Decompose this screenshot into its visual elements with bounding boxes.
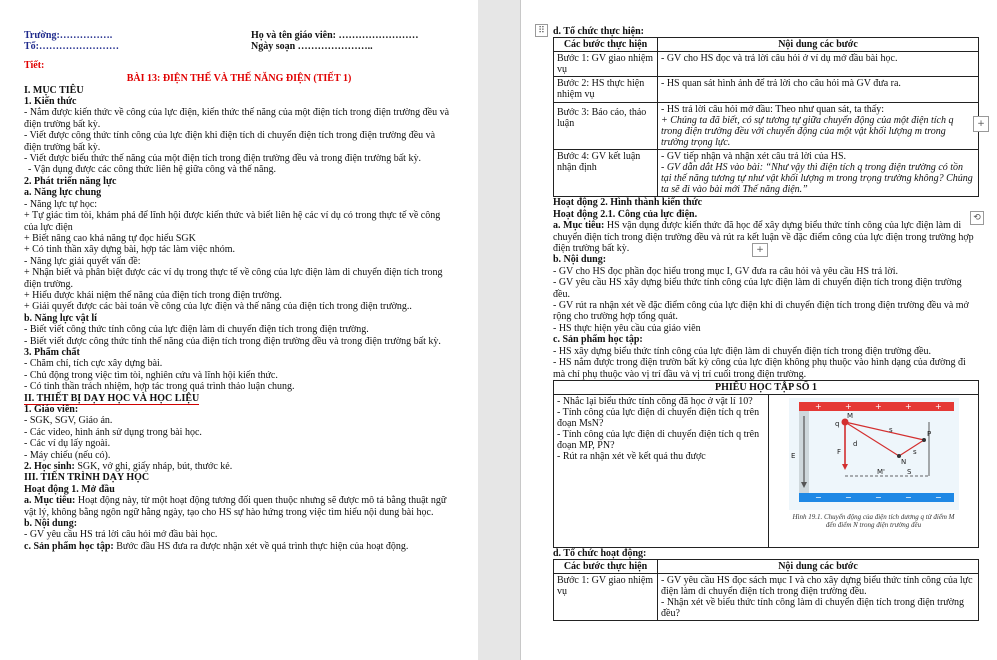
worksheet-title-row	[554, 380, 979, 394]
paragraph	[24, 541, 454, 552]
activity-heading: Hoạt động 2. Hình thành kiến thức	[553, 197, 703, 209]
content-cell	[658, 52, 979, 77]
paragraph: - Năng lực giải quyết vấn đề:	[24, 255, 141, 267]
paragraph: - GV yêu cầu HS trả lời câu hỏi mở đầu bài học.	[24, 529, 218, 541]
minus-sign: −	[874, 492, 882, 502]
table-header-cell: Nội dung các bước	[658, 560, 979, 574]
paragraph: - Biết viết công thức tính công của lực điện làm di chuyển điện tích trong điện trường.	[24, 324, 369, 336]
paragraph	[24, 495, 454, 518]
content-line: + Chúng ta đã biết, có sự tương tự giữa chuyển động của một điện tích q trong điện trường đều với chuyển động của một vật khối lượng m trong trường trọng lực.	[661, 115, 954, 149]
worksheet-figure-cell	[769, 394, 979, 547]
subsection-heading: 1. Kiến thức	[24, 96, 77, 108]
plus-sign: +	[844, 401, 852, 411]
steps-table-1	[553, 37, 979, 197]
electric-field-figure	[789, 398, 959, 546]
paragraph: + Biết nâng cao khả năng tự đọc hiểu SGK	[24, 232, 196, 244]
label-d: d	[852, 439, 857, 448]
label: a. Mục tiêu:	[553, 220, 605, 232]
paragraph: - Năng lực tự học:	[24, 198, 98, 210]
subsection-heading: a. Năng lực chung	[24, 187, 102, 199]
table-header-row	[554, 38, 979, 52]
step-cell: Bước 1: GV giao nhiệm vụ	[554, 574, 658, 621]
section-heading: III. TIẾN TRÌNH DẠY HỌC	[24, 472, 150, 484]
teacher-field: Họ và tên giáo viên: ……………………	[251, 30, 419, 41]
paragraph: - HS thực hiện yêu cầu của giáo viên	[553, 322, 701, 334]
label-f: F	[836, 447, 841, 456]
paragraph: - GV yêu cầu HS xây dựng biểu thức tính công của lực điện làm di chuyển điện tích trong điện trường đều.	[553, 277, 962, 300]
label-q: q	[834, 419, 839, 428]
table-header-cell: Các bước thực hiện	[554, 38, 658, 52]
subsection-heading: 1. Giáo viên:	[24, 404, 79, 415]
label: c. Sản phẩm học tập:	[24, 540, 114, 552]
worksheet-question: - Tính công của lực điện di chuyển điện tích q trên đoạn MP, PN?	[557, 428, 760, 451]
minus-sign: −	[844, 492, 852, 502]
label-p: P	[926, 429, 931, 438]
text: Bước đầu HS đưa ra được nhận xét về quá trình thực hiện của hoạt động.	[113, 540, 409, 552]
table-header-row	[554, 560, 979, 574]
page-gap	[478, 0, 520, 660]
minus-sign: −	[934, 492, 942, 502]
content-cell	[658, 150, 979, 197]
text: SGK, vở ghi, giấy nháp, bút, thước kẻ.	[74, 461, 233, 473]
label: a. Mục tiêu:	[24, 495, 76, 507]
content-line: - GV dẫn dắt HS vào bài: “Như vậy thì điện tích q trong điện trường có tồn tại thế năng tương tự như vật khối lượng m trong trọng trường không? Chúng ta sẽ đi vào bài mới Thế năng điện.”	[661, 162, 973, 196]
point-p	[922, 438, 926, 442]
step-cell: Bước 3: Báo cáo, thảo luận	[554, 103, 658, 150]
section-heading-text: II. THIẾT BỊ DẠY HỌC VÀ HỌC LIỆU	[24, 392, 200, 404]
paragraph: + Tự giác tìm tòi, khám phá để lĩnh hội được kiến thức và biết liên hệ các ví dụ có trong thực tế về công của lực điện	[24, 210, 441, 233]
label-m-prime: M'	[876, 467, 885, 476]
subsection-heading: c. Sản phẩm học tập:	[553, 334, 643, 346]
minus-sign: −	[814, 492, 822, 502]
section-heading: I. MỤC TIÊU	[24, 84, 84, 96]
worksheet-body-row	[554, 394, 979, 547]
group-field: Tổ:……………………	[24, 41, 119, 53]
paragraph: - Chăm chỉ, tích cực xây dựng bài.	[24, 358, 163, 370]
table-header-cell: Nội dung các bước	[658, 38, 979, 52]
content-line: - HS trả lời câu hỏi mở đầu: Theo như quan sát, ta thấy:	[661, 104, 884, 116]
worksheet-question: - Rút ra nhận xét về kết quả thu được	[557, 450, 706, 462]
paragraph: - Có tinh thần trách nhiệm, hợp tác trong quá trình thảo luận chung.	[24, 381, 295, 393]
text: HS vận dụng được kiến thức đã học để xây dựng biểu thức tính công của lực điện làm di chuyển điện tích trong điện trường đều và rút ra kết luận về đặc điểm công của lực điện trong trường hợp điện trường bất kỳ.	[553, 220, 974, 255]
table-resize-icon[interactable]: ⟲	[970, 211, 984, 225]
text: Hoạt động này, từ một hoạt động tương đối quen thuộc nhưng sẽ được mô tả bằng thuật ngữ vật lý, không bằng ngôn ngữ hằng ngày, tạo cho HS sự hào hứng trong việc tìm hiểu nội dung bài học.	[24, 495, 447, 518]
worksheet-title: PHIẾU HỌC TẬP SỐ 1	[554, 380, 979, 394]
paragraph: - HS nắm được trong điện trườn bất kỳ công của lực điện không phụ thuộc vào hình dạng của đường đi mà chỉ phụ thuộc vào vị trí đầu và vị trí cuối trong điện trường.	[553, 357, 966, 380]
subsection-heading: 2. Phát triển năng lực	[24, 175, 117, 187]
table-row	[554, 150, 979, 197]
plus-sign: +	[934, 401, 942, 411]
date-field: Ngày soạn …………………..	[251, 41, 373, 53]
paragraph: + Giải quyết được các bài toán về công của lực điện và thế năng của điện tích trong điện trường..	[24, 301, 412, 313]
content-line: - HS quan sát hình ảnh để trả lời cho câu hỏi mà GV đưa ra.	[661, 78, 901, 90]
content-cell	[658, 77, 979, 103]
subsection-heading: b. Năng lực vật lí	[24, 312, 97, 324]
tiet-label: Tiết:	[24, 59, 45, 71]
paragraph: - GV rút ra nhận xét về đặc điểm công của lực điện khi di chuyển điện tích trong điện trường đều và mở rộng cho trường hợp tổng quát.	[553, 300, 969, 323]
paragraph: + Nhận biết và phân biệt được các ví dụ trong thực tế về công của lực điện làm di chuyển điện tích trong điện trường.	[24, 267, 443, 290]
header-block	[24, 30, 454, 53]
content-cell	[658, 574, 979, 621]
content-cell	[658, 103, 979, 150]
activity-heading: Hoạt động 1. Mở đầu	[24, 483, 115, 495]
paragraph: - GV cho HS đọc phần đọc hiểu trong mục I, GV đưa ra câu hỏi và yêu cầu HS trả lời.	[553, 265, 898, 277]
label-s: S	[906, 467, 911, 476]
step-cell: Bước 1: GV giao nhiệm vụ	[554, 52, 658, 77]
table-row	[554, 574, 979, 621]
table-row	[554, 103, 979, 150]
label-m: M	[846, 411, 853, 420]
table-header-cell: Các bước thực hiện	[554, 560, 658, 574]
activity-subheading: Hoạt động 2.1. Công của lực điện.	[553, 208, 698, 220]
table-row	[554, 77, 979, 103]
subsection-heading: 3. Phẩm chất	[24, 346, 80, 358]
label: 2. Học sinh:	[24, 461, 75, 473]
paragraph: - Viết được biểu thức thế năng của một điện tích trong điện trường đều và trong điện trường bất kỳ.	[24, 153, 421, 165]
paragraph: - Chủ động trong việc tìm tòi, nghiên cứu và lĩnh hội kiến thức.	[24, 369, 278, 381]
school-field: Trường:…………….	[24, 30, 113, 41]
paragraph: - Biết viết được công thức tính thế năng của điện tích trong điện trường đều và trong điện trường bất kỳ.	[24, 335, 441, 347]
paragraph: - Vận dụng được các công thức liên hệ giữa công và thế năng.	[28, 164, 276, 176]
subsection-heading: b. Nội dung:	[553, 254, 607, 266]
paragraph: - Viết được công thức tính công của lực điện khi điện tích di chuyển điện tích trong điện trường đều và điện trường bất kỳ.	[24, 130, 436, 153]
label-s2: s	[912, 447, 917, 456]
lesson-title: BÀI 13: ĐIỆN THẾ VÀ THẾ NĂNG ĐIỆN (TIẾT 1)	[126, 73, 352, 85]
worksheet-questions	[554, 394, 769, 547]
worksheet-table	[553, 380, 979, 548]
worksheet-question: - Nhắc lại biểu thức tính công đã học ở vật lí 10?	[557, 395, 753, 407]
table-row	[554, 52, 979, 77]
paragraph: - Các ví dụ lấy ngoài.	[24, 438, 111, 450]
paragraph: - HS xây dựng biểu thức tính công của lực điện làm di chuyển điện tích trong điện trường đều.	[553, 345, 931, 357]
figure-caption: Hình 19.1. Chuyển động của điện tích dương q từ điểm M đến điểm N trong điện trường đều	[792, 512, 955, 529]
label-e: E	[790, 451, 795, 460]
document-page-left	[0, 0, 478, 660]
label-n: N	[900, 457, 906, 466]
add-column-plus-icon[interactable]: +	[973, 116, 989, 132]
minus-sign: −	[904, 492, 912, 502]
table-move-handle-icon[interactable]: ⠿	[535, 24, 548, 37]
paragraph: - SGK, SGV, Giáo án.	[24, 415, 113, 427]
step-cell: Bước 4: GV kết luận nhận định	[554, 150, 658, 197]
document-page-right	[520, 0, 997, 660]
figure-illustration	[789, 398, 959, 510]
content-line: - GV tiếp nhận và nhận xét câu trả lời của HS.	[661, 151, 847, 163]
steps-table-2	[553, 559, 979, 621]
paragraph: + Có tinh thần xây dựng bài, hợp tác làm việc nhóm.	[24, 244, 236, 256]
paragraph: + Hiểu được khái niệm thế năng của điện tích trong điện trường.	[24, 289, 282, 301]
paragraph: - Các video, hình ảnh sử dụng trong bài học.	[24, 426, 202, 438]
plus-sign: +	[874, 401, 882, 411]
content-line: - GV yêu cầu HS đọc sách mục I và cho xây dựng biểu thức tính công của lực điện làm di chuyển điện tích trong điện trường đều.	[661, 575, 973, 598]
add-row-plus-icon[interactable]: +	[752, 243, 768, 257]
worksheet-question: - Tính công của lực điện di chuyển điện tích q trên đoạn MsN?	[557, 406, 760, 429]
step-cell: Bước 2: HS thực hiện nhiệm vụ	[554, 77, 658, 103]
plus-sign: +	[814, 401, 822, 411]
plus-sign: +	[904, 401, 912, 411]
content-line: - Nhận xét về biểu thức tính công làm di chuyển điện tích trong điện trường đều?	[661, 597, 964, 620]
subsection-heading: b. Nội dung:	[24, 518, 78, 530]
section-heading	[24, 393, 454, 404]
label-s1: s	[888, 425, 893, 434]
content-line: - GV cho HS đọc và trả lời câu hỏi ở ví dụ mở đầu bài học.	[661, 53, 898, 65]
subsection-heading: d. Tổ chức thực hiện:	[553, 26, 644, 37]
paragraph: - Nắm được kiến thức về công của lực điện, kiến thức thế năng của một điện tích trong điện trường đều và điện trường bất kỳ.	[24, 107, 450, 130]
subsection-heading: d. Tổ chức hoạt động:	[553, 547, 647, 559]
paragraph: - Máy chiếu (nếu có).	[24, 449, 111, 461]
paragraph	[24, 461, 454, 472]
